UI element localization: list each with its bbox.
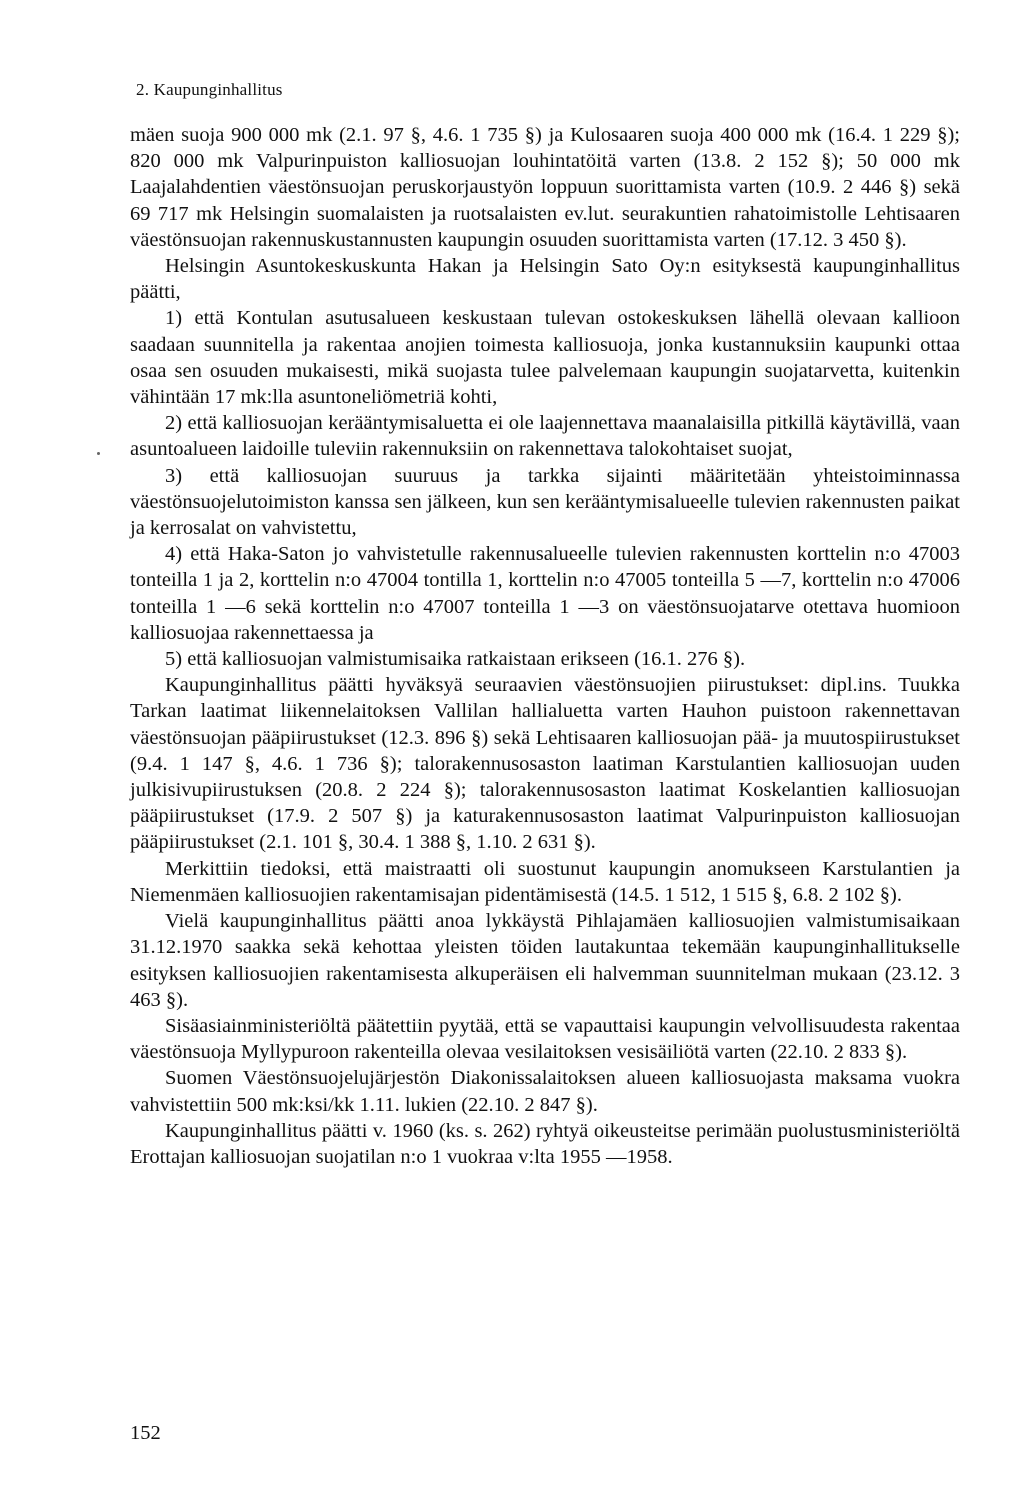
paragraph-item-3: 3) että kalliosuojan suuruus ja tarkka sijainti määritetään yhteistoiminnassa väestönsuojelutoimiston kanssa sen jälkeen, kun sen kerääntymisalueelle tulevien rakennusten paikat ja kerrosalat on vahvistettu,	[130, 464, 960, 540]
page-number: 152	[130, 1422, 161, 1444]
paragraph-magistrate: Merkittiin tiedoksi, että maistraatti oli suostunut kaupungin anomukseen Karstulantien ja Niemenmäen kalliosuojien rakentamisajan pidentämisestä (14.5. 1 512, 1 515 §, 6.8. 2 102 §).	[130, 857, 960, 906]
body-text	[130, 122, 960, 1170]
paragraph-pihlajamaki: Vielä kaupunginhallitus päätti anoa lykkäystä Pihlajamäen kalliosuojien valmistumisaikaan 31.12.1970 saakka sekä kehottaa yleisten töiden lautakuntaa tekemään kaupunginhallitukselle esityksen kalliosuojien rakentamisesta alkuperäisen eli halvemman suunnitelman mukaan (23.12. 3 463 §).	[130, 910, 960, 1011]
paragraph-item-1: 1) että Kontulan asutusalueen keskustaan tulevan ostokeskuksen lähellä olevaan kallioon saadaan suunnitella ja rakentaa anojien toimesta kalliosuoja, jonka kustannuksiin kaupunki ottaa osaa sen osuuden mukaisesti, mikä suojasta tulee palvelemaan kaupungin suojatarvetta, kuitenkin vähintään 17 mk:lla asuntoneliömetriä kohti,	[130, 307, 960, 409]
paragraph-continuation: mäen suoja 900 000 mk (2.1. 97 §, 4.6. 1 735 §) ja Kulosaaren suoja 400 000 mk (16.4. 1 229 §); 820 000 mk Valpurinpuiston kalliosuojan louhintatöitä varten (13.8. 2 152 §); 50 000 mk Laajalahdentien väestönsuojan peruskorjaustyön loppuun suorittamista varten (10.9. 2 446 §) sekä 69 717 mk Helsingin suomalaisten ja ruotsalaisten ev.lut. seurakuntien rahatoimistolle Lehtisaaren väestönsuojan rakennuskustannusten kaupungin osuuden suorittamista varten (17.12. 3 450 §).	[130, 124, 960, 251]
paragraph-erottaja: Kaupunginhallitus päätti v. 1960 (ks. s. 262) ryhtyä oikeusteitse perimään puolustusministeriöltä Erottajan kalliosuojan suojatilan n:o 1 vuokraa v:lta 1955 —1958.	[130, 1119, 960, 1168]
stray-mark	[97, 452, 100, 455]
paragraph-ministry: Sisäasiainministeriöltä päätettiin pyytää, että se vapauttaisi kaupungin velvollisuudesta rakentaa väestönsuoja Myllypuroon rakenteilla olevaa vesilaitoksen vesisäiliötä varten (22.10. 2 833 §).	[130, 1014, 960, 1064]
paragraph-item-4: 4) että Haka-Saton jo vahvistetulle rakennusalueelle tulevien rakennusten korttelin n:o 47003 tonteilla 1 ja 2, korttelin n:o 47004 tontilla 1, korttelin n:o 47005 tonteilla 5 —7, korttelin n:o 47006 tonteilla 1 —6 sekä korttelin n:o 47007 tonteilla 1 —3 on väestönsuojatarve otettava huomioon kalliosuojaa rakennettaessa ja	[130, 543, 960, 644]
paragraph-item-5: 5) että kalliosuojan valmistumisaika ratkaistaan erikseen (16.1. 276 §).	[165, 648, 746, 671]
paragraph-drawings: Kaupunginhallitus päätti hyväksyä seuraavien väestönsuojien piirustukset: dipl.ins. Tuukka Tarkan laatimat liikennelaitoksen Vallilan hallialuetta varten Hauhon puistoon rakennettavan väestönsuojan pääpiirustukset (12.3. 896 §) sekä Lehtisaaren kalliosuojan pää- ja muutospiirustukset (9.4. 1 147 §, 4.6. 1 736 §); talorakennusosaston laatiman Karstulantien kalliosuojan uuden julkisivupiirustuksen (20.8. 2 224 §); talorakennusosaston laatimat Koskelantien kalliosuojan pääpiirustukset (17.9. 2 507 §) ja katurakennusosaston laatimat Valpurinpuiston kalliosuojan pääpiirustukset (2.1. 101 §, 30.4. 1 388 §, 1.10. 2 631 §).	[130, 674, 960, 854]
running-head: 2. Kaupunginhallitus	[136, 80, 283, 99]
paragraph-decision-intro: Helsingin Asuntokeskuskunta Hakan ja Helsingin Sato Oy:n esityksestä kaupunginhallitus päätti,	[130, 255, 960, 304]
paragraph-item-2: 2) että kalliosuojan kerääntymisaluetta ei ole laajennettava maanalaisilla pitkillä käytävillä, vaan asuntoalueen laidoille tuleviin rakennuksiin on rakennettava talokohtaiset suojat,	[130, 412, 960, 461]
paragraph-rent: Suomen Väestönsuojelujärjestön Diakonissalaitoksen alueen kalliosuojasta maksama vuokra vahvistettiin 500 mk:ksi/kk 1.11. lukien (22.10. 2 847 §).	[130, 1067, 960, 1116]
